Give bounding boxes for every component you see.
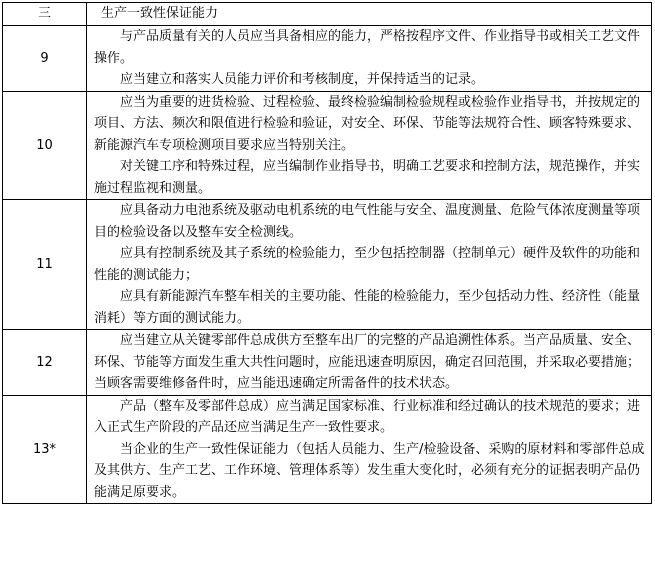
- item-paragraph: 应当建立从关键零部件总成供方至整车出厂的完整的产品追溯性体系。当产品质量、安全、环保、节能等方面发生重大共性问题时，应能迅速查明原因，确定召回范围，并采取必要措施；当顾客需要维修备件时，应当能迅速确定所需备件的技术状态。: [94, 333, 641, 391]
- table-row: [3, 395, 652, 504]
- section-header-row: [3, 3, 652, 26]
- requirements-table: [2, 2, 652, 504]
- table-row: [3, 200, 652, 330]
- item-number: 13*: [3, 395, 87, 504]
- item-number: 12: [3, 330, 87, 396]
- section-title: 生产一致性保证能力: [87, 3, 652, 26]
- item-paragraph: 应当为重要的进货检验、过程检验、最终检验编制检验规程或检验作业指导书，并按规定的项目、方法、频次和限值进行检验和验证，对安全、环保、节能等法规符合性、顾客特殊要求、新能源汽车专项检测项目要求应当特别关注。: [94, 94, 641, 153]
- item-content: [87, 26, 652, 92]
- item-paragraph: 产品（整车及零部件总成）应当满足国家标准、行业标准和经过确认的技术规范的要求；进入正式生产阶段的产品还应当满足生产一致性要求。: [94, 398, 641, 435]
- item-paragraph: 应具备动力电池系统及驱动电机系统的电气性能与安全、温度测量、危险气体浓度测量等项目的检验设备以及整车安全检测线。: [94, 203, 641, 240]
- item-number: 11: [3, 200, 87, 330]
- item-number: 10: [3, 91, 87, 200]
- item-content: [87, 200, 652, 330]
- item-paragraph: 与产品质量有关的人员应当具备相应的能力，严格按程序文件、作业指导书或相关工艺文件操作。: [94, 29, 641, 66]
- table-row: [3, 330, 652, 396]
- item-number: 9: [3, 26, 87, 92]
- item-content: [87, 91, 652, 200]
- item-paragraph: 应具有新能源汽车整车相关的主要功能、性能的检验能力，至少包括动力性、经济性（能量消耗）等方面的测试能力。: [94, 289, 641, 326]
- item-content: [87, 330, 652, 396]
- table-row: [3, 91, 652, 200]
- item-paragraph: 当企业的生产一致性保证能力（包括人员能力、生产/检验设备、采购的原材料和零部件总成及其供方、生产工艺、工作环境、管理体系等）发生重大变化时，必须有充分的证据表明产品仍能满足原要求。: [94, 441, 645, 500]
- table-row: [3, 26, 652, 92]
- item-content: [87, 395, 652, 504]
- item-paragraph: 应当建立和落实人员能力评价和考核制度，并保持适当的记录。: [120, 72, 485, 87]
- item-paragraph: 对关键工序和特殊过程，应当编制作业指导书，明确工艺要求和控制方法，规范操作，并实施过程监视和测量。: [94, 159, 641, 196]
- section-number: 三: [3, 3, 87, 26]
- item-paragraph: 应具有控制系统及其子系统的检验能力，至少包括控制器（控制单元）硬件及软件的功能和性能的测试能力；: [94, 246, 641, 283]
